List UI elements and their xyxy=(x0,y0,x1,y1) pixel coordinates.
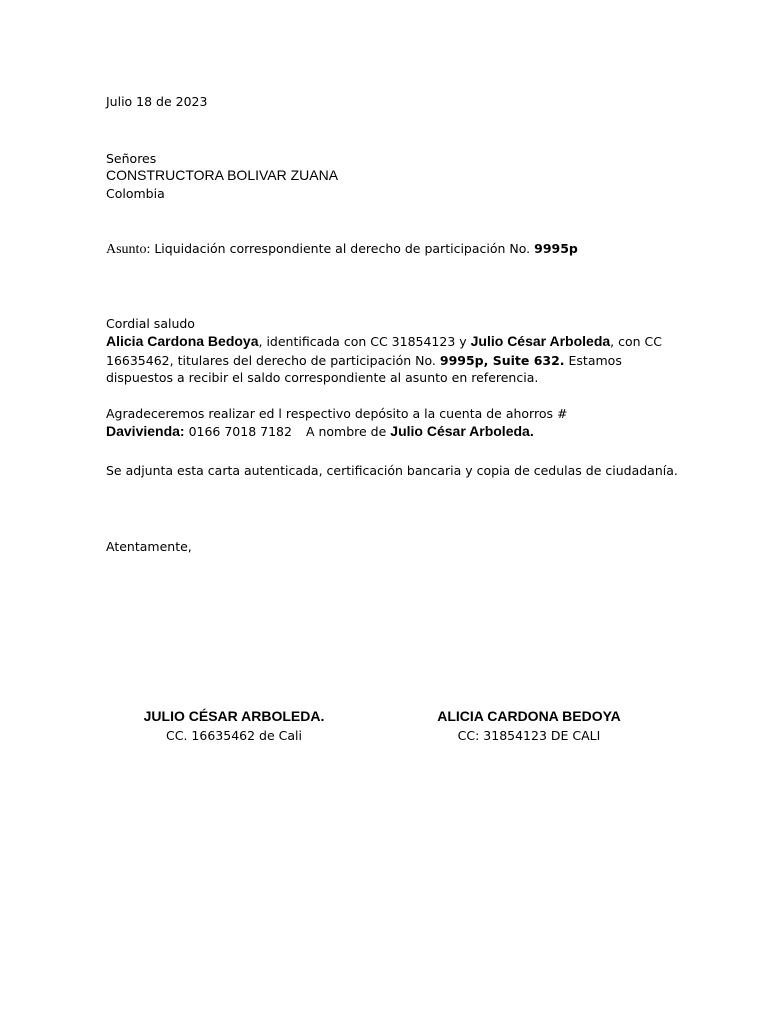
name-julio: Julio César Arboleda xyxy=(470,333,611,349)
account-holder: Julio César Arboleda. xyxy=(390,423,534,439)
signature-block-alicia xyxy=(399,706,659,746)
recipient-salutation: Señores xyxy=(106,151,157,166)
subject-line xyxy=(106,240,578,258)
body-text: , con CC xyxy=(610,334,662,349)
recipient-country: Colombia xyxy=(106,186,165,201)
recipient-company: CONSTRUCTORA BOLIVAR ZUANA xyxy=(106,167,339,183)
subject-label: Asunto: xyxy=(106,242,151,257)
body-paragraph-1-line-1 xyxy=(106,333,662,350)
bank-name: Davivienda: xyxy=(106,423,185,439)
signature-id: CC: 31854123 DE CALI xyxy=(457,728,601,743)
body-paragraph-3: Se adjunta esta carta autenticada, certificación bancaria y copia de cedulas de ciudadanía. xyxy=(106,463,678,478)
signature-block-julio xyxy=(104,706,364,746)
body-paragraph-2-line-2 xyxy=(106,423,534,440)
participation-reference: 9995p, Suite 632. xyxy=(439,353,565,368)
signature-id: CC. 16635462 de Cali xyxy=(166,728,302,743)
signature-name: JULIO CÉSAR ARBOLEDA. xyxy=(143,708,325,724)
body-text: 16635462, titulares del derecho de participación No. xyxy=(106,353,440,368)
body-text: A nombre de xyxy=(305,424,391,439)
body-paragraph-1-line-2 xyxy=(106,352,622,369)
letter-date: Julio 18 de 2023 xyxy=(106,94,208,109)
closing: Atentamente, xyxy=(106,539,192,554)
name-alicia: Alicia Cardona Bedoya xyxy=(106,333,259,349)
body-text: , identificada con CC 31854123 y xyxy=(258,334,471,349)
account-number: 0166 7018 7182 xyxy=(184,424,292,439)
subject-number: 9995p xyxy=(534,241,578,256)
signature-name: ALICIA CARDONA BEDOYA xyxy=(437,708,621,724)
body-paragraph-1-line-3: dispuestos a recibir el saldo correspondiente al asunto en referencia. xyxy=(106,370,539,385)
subject-text: Liquidación correspondiente al derecho de participación No. xyxy=(150,241,535,256)
greeting: Cordial saludo xyxy=(106,316,195,331)
body-text: Estamos xyxy=(564,353,622,368)
body-paragraph-2-line-1: Agradeceremos realizar ed l respectivo depósito a la cuenta de ahorros # xyxy=(106,406,568,421)
